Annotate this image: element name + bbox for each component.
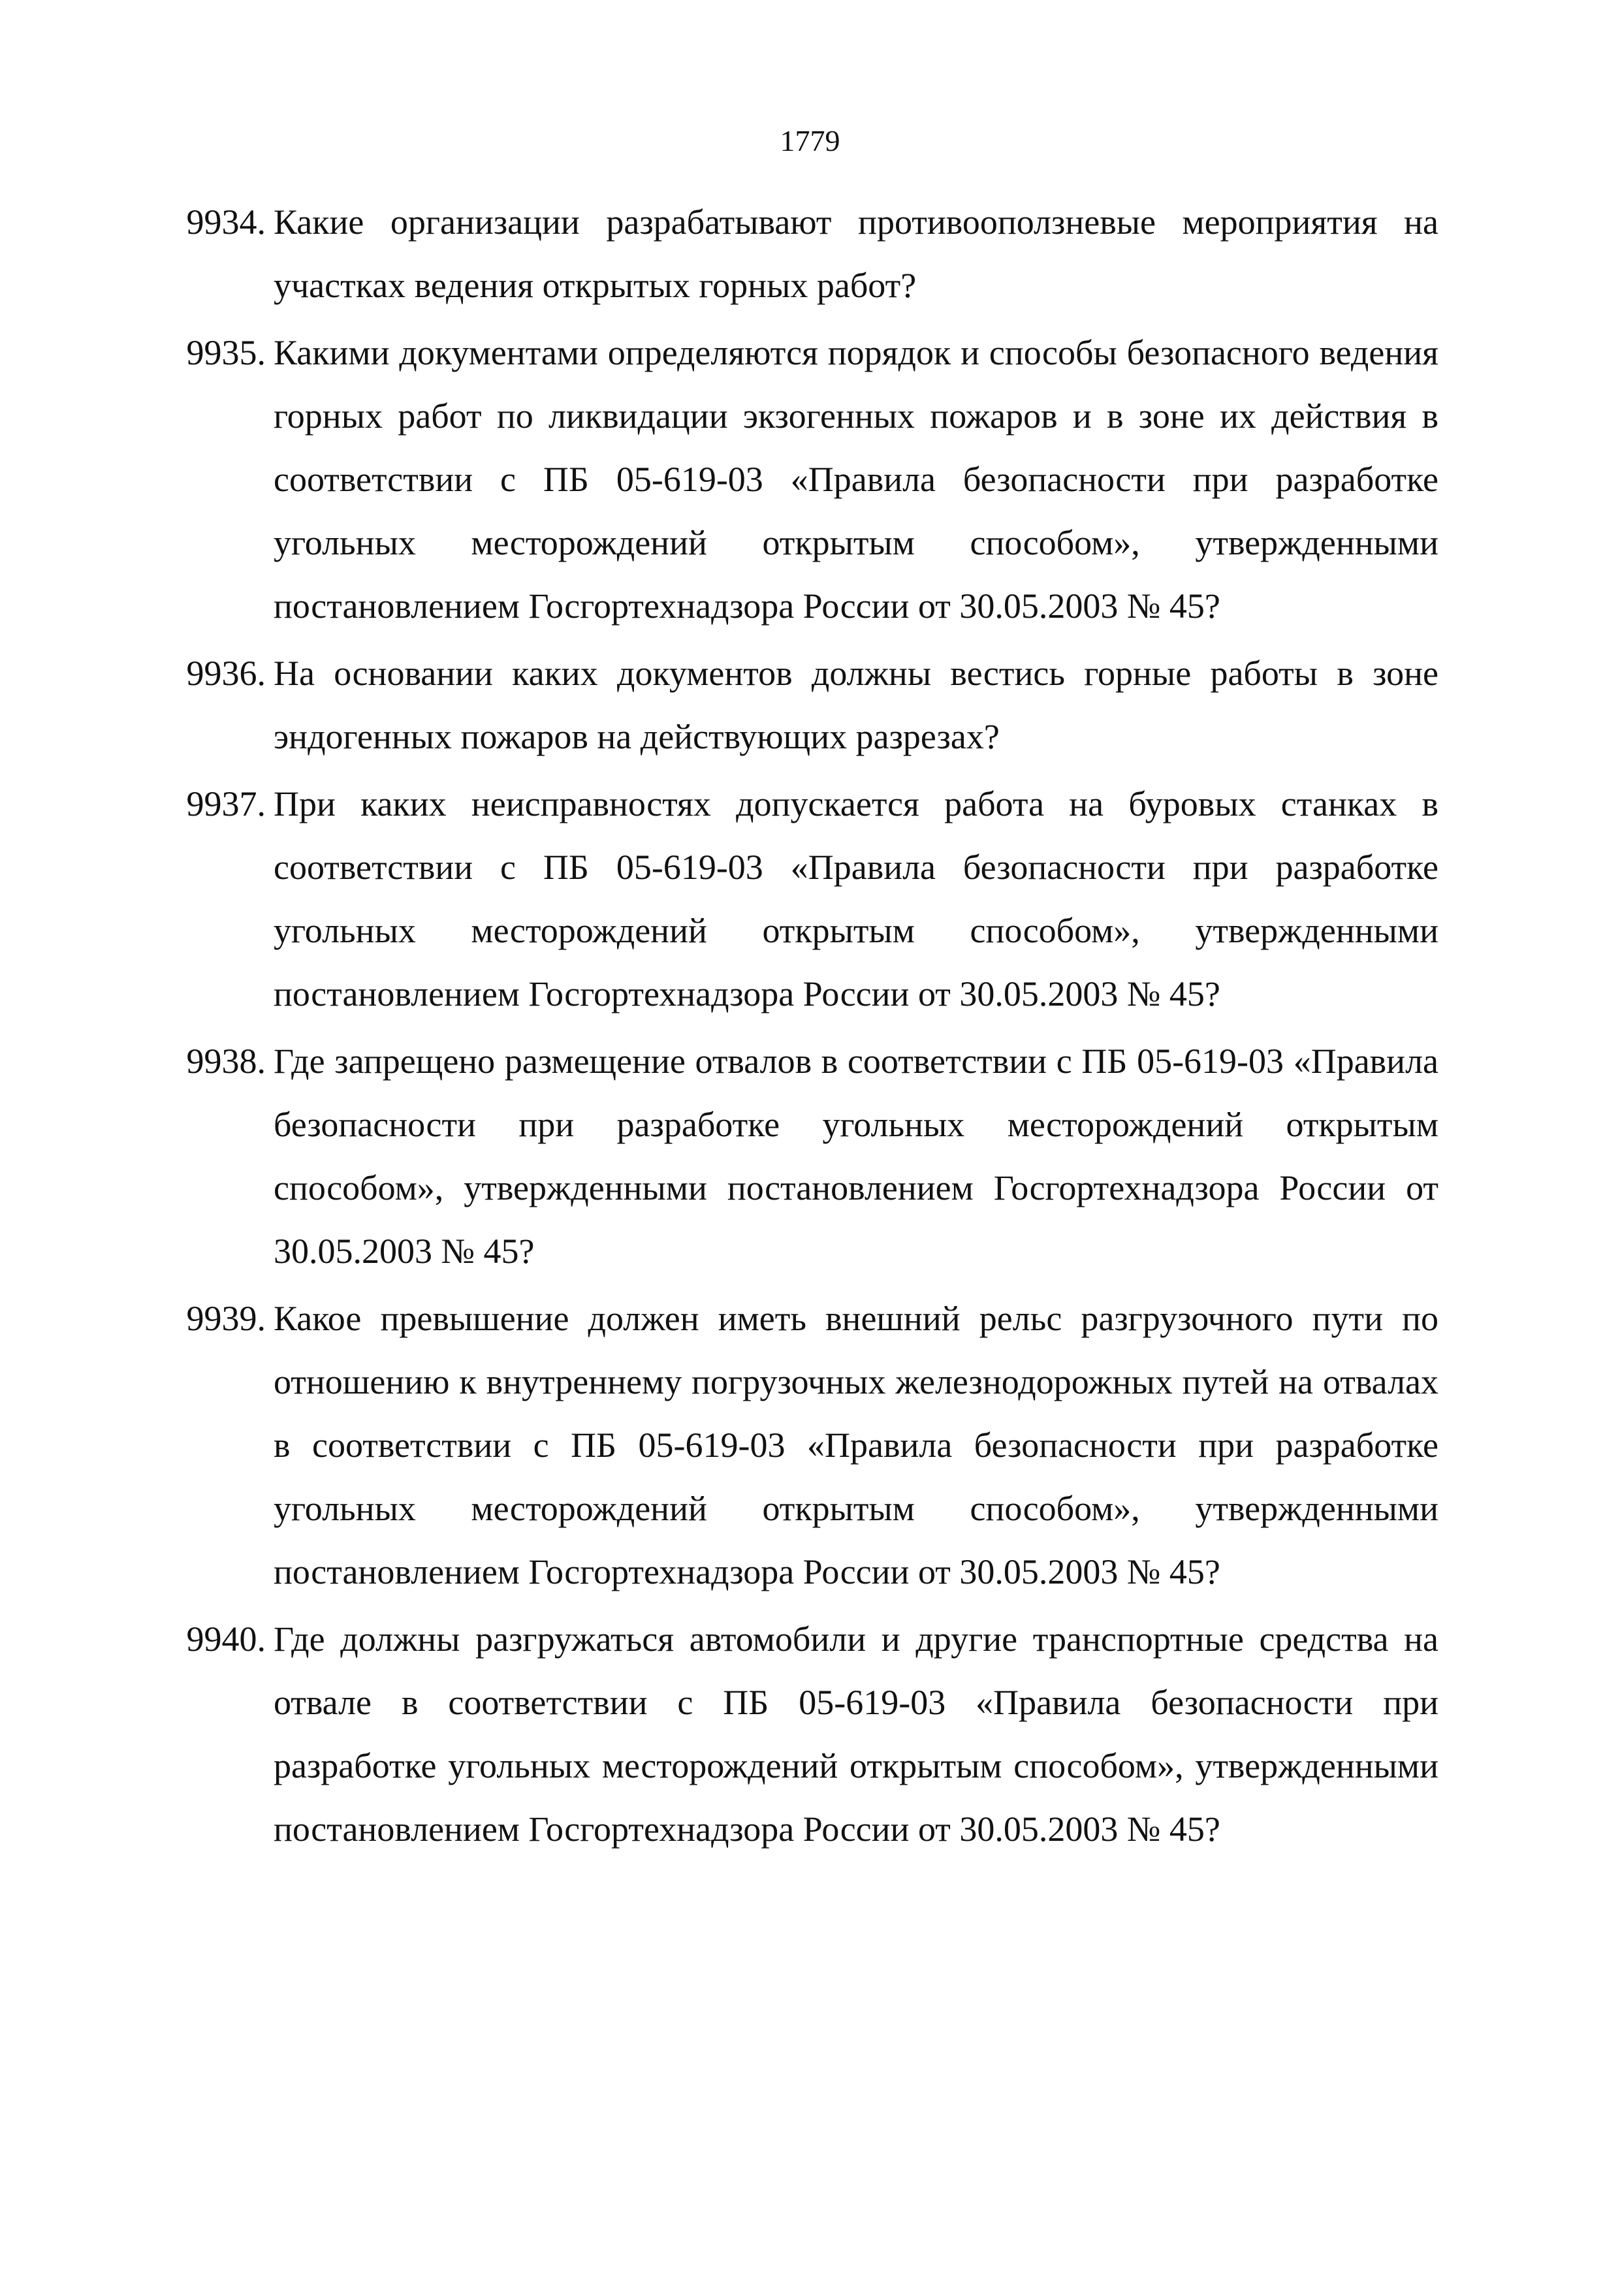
question-number: 9938. bbox=[186, 1042, 266, 1081]
question-number: 9936. bbox=[186, 654, 266, 693]
question-text: Какое превышение должен иметь внешний рельс разгрузочного пути по отношению к внутреннему погрузочных железнодорожных путей на отвалах в соответствии с ПБ 05-619-03 «Правила безопасности при разработке угольных месторождений открытым способом», утвержденными постановлением Госгортехнадзора России от 30.05.2003 № 45? bbox=[274, 1299, 1438, 1591]
question-number: 9934. bbox=[186, 202, 266, 242]
question-text: Какие организации разрабатывают противооползневые мероприятия на участках ведения открытых горных работ? bbox=[274, 202, 1438, 305]
question-number: 9940. bbox=[186, 1619, 266, 1659]
question-text: Где запрещено размещение отвалов в соответствии с ПБ 05-619-03 «Правила безопасности при разработке угольных месторождений открытым способом», утвержденными постановлением Госгортехнадзора России от 30.05.2003 № 45? bbox=[274, 1042, 1438, 1271]
question-item bbox=[186, 773, 1438, 1026]
question-text: На основании каких документов должны вестись горные работы в зоне эндогенных пожаров на действующих разрезах? bbox=[274, 654, 1438, 756]
question-number: 9935. bbox=[186, 333, 266, 372]
question-item bbox=[186, 1030, 1438, 1283]
question-number: 9939. bbox=[186, 1299, 266, 1338]
question-list bbox=[186, 191, 1438, 1865]
question-item bbox=[186, 321, 1438, 638]
page-number: 1779 bbox=[780, 124, 840, 157]
question-text: Где должны разгружаться автомобили и другие транспортные средства на отвале в соответствии с ПБ 05-619-03 «Правила безопасности при разработке угольных месторождений открытым способом», утвержденными постановлением Госгортехнадзора России от 30.05.2003 № 45? bbox=[274, 1619, 1438, 1849]
question-text: Какими документами определяются порядок и способы безопасного ведения горных работ по ликвидации экзогенных пожаров и в зоне их действия в соответствии с ПБ 05-619-03 «Правила безопасности при разработке угольных месторождений открытым способом», утвержденными постановлением Госгортехнадзора России от 30.05.2003 № 45? bbox=[274, 333, 1438, 626]
question-text: При каких неисправностях допускается работа на буровых станках в соответствии с ПБ 05-619-03 «Правила безопасности при разработке угольных месторождений открытым способом», утвержденными постановлением Госгортехнадзора России от 30.05.2003 № 45? bbox=[274, 784, 1438, 1013]
question-number: 9937. bbox=[186, 784, 266, 823]
question-item bbox=[186, 191, 1438, 317]
question-item bbox=[186, 1608, 1438, 1861]
question-item bbox=[186, 642, 1438, 769]
question-item bbox=[186, 1287, 1438, 1604]
